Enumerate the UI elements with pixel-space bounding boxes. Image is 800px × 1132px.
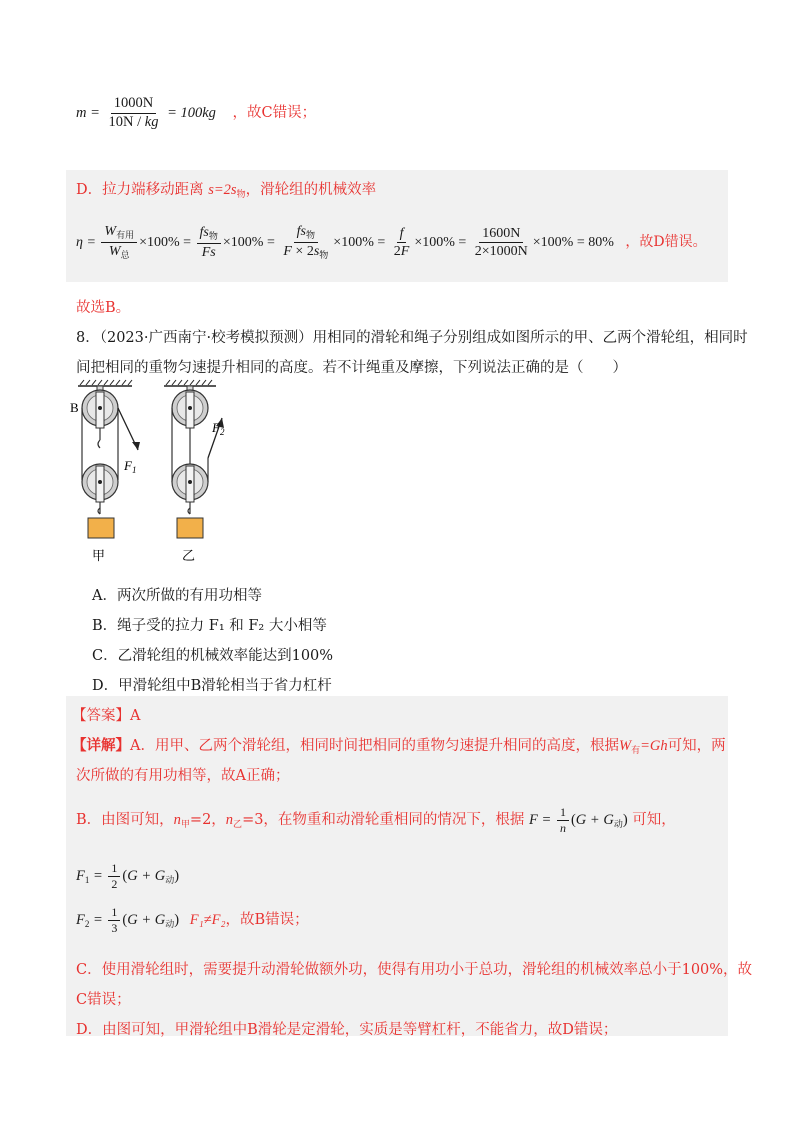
f1-arrow	[118, 408, 140, 450]
f2-formula-line: $F_2$ = $\frac{1}{3}$ $(G + G_动)$ F₁≠F₂，故B错误；	[76, 905, 309, 936]
d-conclusion: ，故D错误。	[625, 233, 707, 250]
label-f2: $F_2$	[212, 420, 225, 437]
detail-d-line: D．由图可知，甲滑轮组中B滑轮是定滑轮，实质是等臂杠杆，不能省力，故D错误；	[76, 1022, 618, 1038]
detail-c-line-1: C．使用滑轮组时，需要提升动滑轮做额外功，使得有用功小于总功，滑轮组的机械效率总小于100%，故	[76, 962, 753, 978]
pulley-figure	[70, 378, 270, 568]
question-text-1: 用相同的滑轮和绳子分别组成如图所示的甲、乙两个滑轮组，相同时	[312, 330, 748, 346]
ceiling-jia	[78, 380, 132, 386]
ceiling-yi	[164, 380, 216, 386]
weight-yi	[177, 518, 203, 538]
option-b: B．绳子受的拉力 F₁ 和 F₂ 大小相等	[92, 618, 327, 634]
weight-jia	[88, 518, 114, 538]
mass-formula: m = $\frac{1000N}{10N / kg}$ = 100kg	[76, 95, 216, 130]
efficiency-formula-line	[76, 224, 707, 261]
detail-a-line-2: 次所做的有用功相等，故A正确；	[76, 768, 290, 784]
label-yi: 乙	[182, 549, 196, 564]
question-number: 8．	[76, 330, 100, 346]
answer-label: 【答案】A	[72, 708, 141, 724]
force-formula: F = $\frac{1}{n}$ $(G + G_动)$	[529, 805, 628, 836]
pulley-b	[82, 386, 118, 428]
option-d: D．甲滑轮组中B滑轮相当于省力杠杆	[92, 678, 332, 694]
option-a: A．两次所做的有用功相等	[92, 588, 262, 604]
detail-a-line-1: 【详解】A．用甲、乙两个滑轮组，相同时间把相同的重物匀速提升相同的高度，根据$W_有=Gh$可知，两	[72, 737, 726, 756]
d-statement: D．拉力端移动距离 $s=2s_物$，滑轮组的机械效率	[76, 182, 377, 200]
f1-formula: $F_1$ = $\frac{1}{2}$ $(G + G_动)$	[76, 861, 180, 892]
label-jia: 甲	[92, 549, 106, 564]
pulley-fixed-yi	[172, 386, 208, 428]
detail-c-line-2: C错误；	[76, 992, 131, 1008]
mass-formula-line	[76, 96, 316, 131]
pulley-movable-yi	[172, 464, 208, 502]
option-c: C．乙滑轮组的机械效率能达到100%	[92, 648, 334, 664]
pulley-movable-jia	[82, 464, 118, 502]
f-neq: F₁≠F₂	[189, 912, 226, 929]
label-b: B	[70, 400, 79, 415]
efficiency-formula: η = $\frac{W_{有用}}{W_总}$ ×100% = $\frac{fs_物}{Fs}$ ×100% = $\frac{fs_物}{F \times 2s_物}$ ×100% = $\frac{f}{2F}$ ×100% = $\frac{1600N}{2\times 1000N}$ ×100% = 80%	[76, 224, 614, 260]
question-source: （2023·广西南宁·校考模拟预测）	[99, 330, 313, 346]
final-answer: 故选B。	[76, 300, 131, 316]
question-line-1	[76, 326, 748, 347]
label-f1: $F_1$	[124, 458, 137, 475]
c-conclusion: ，故C错误；	[232, 104, 317, 121]
detail-b-conclusion: ，故B错误；	[225, 912, 309, 929]
detail-b-line: B．由图可知，$n_甲=2$，$n_乙=3$，在物重和动滑轮重相同的情况下，根据 F = $\frac{1}{n}$ $(G + G_动)$ 可知，	[76, 805, 676, 836]
question-line-2: 间把相同的重物匀速提升相同的高度。若不计绳重及摩擦，下列说法正确的是（ ）	[76, 360, 627, 376]
